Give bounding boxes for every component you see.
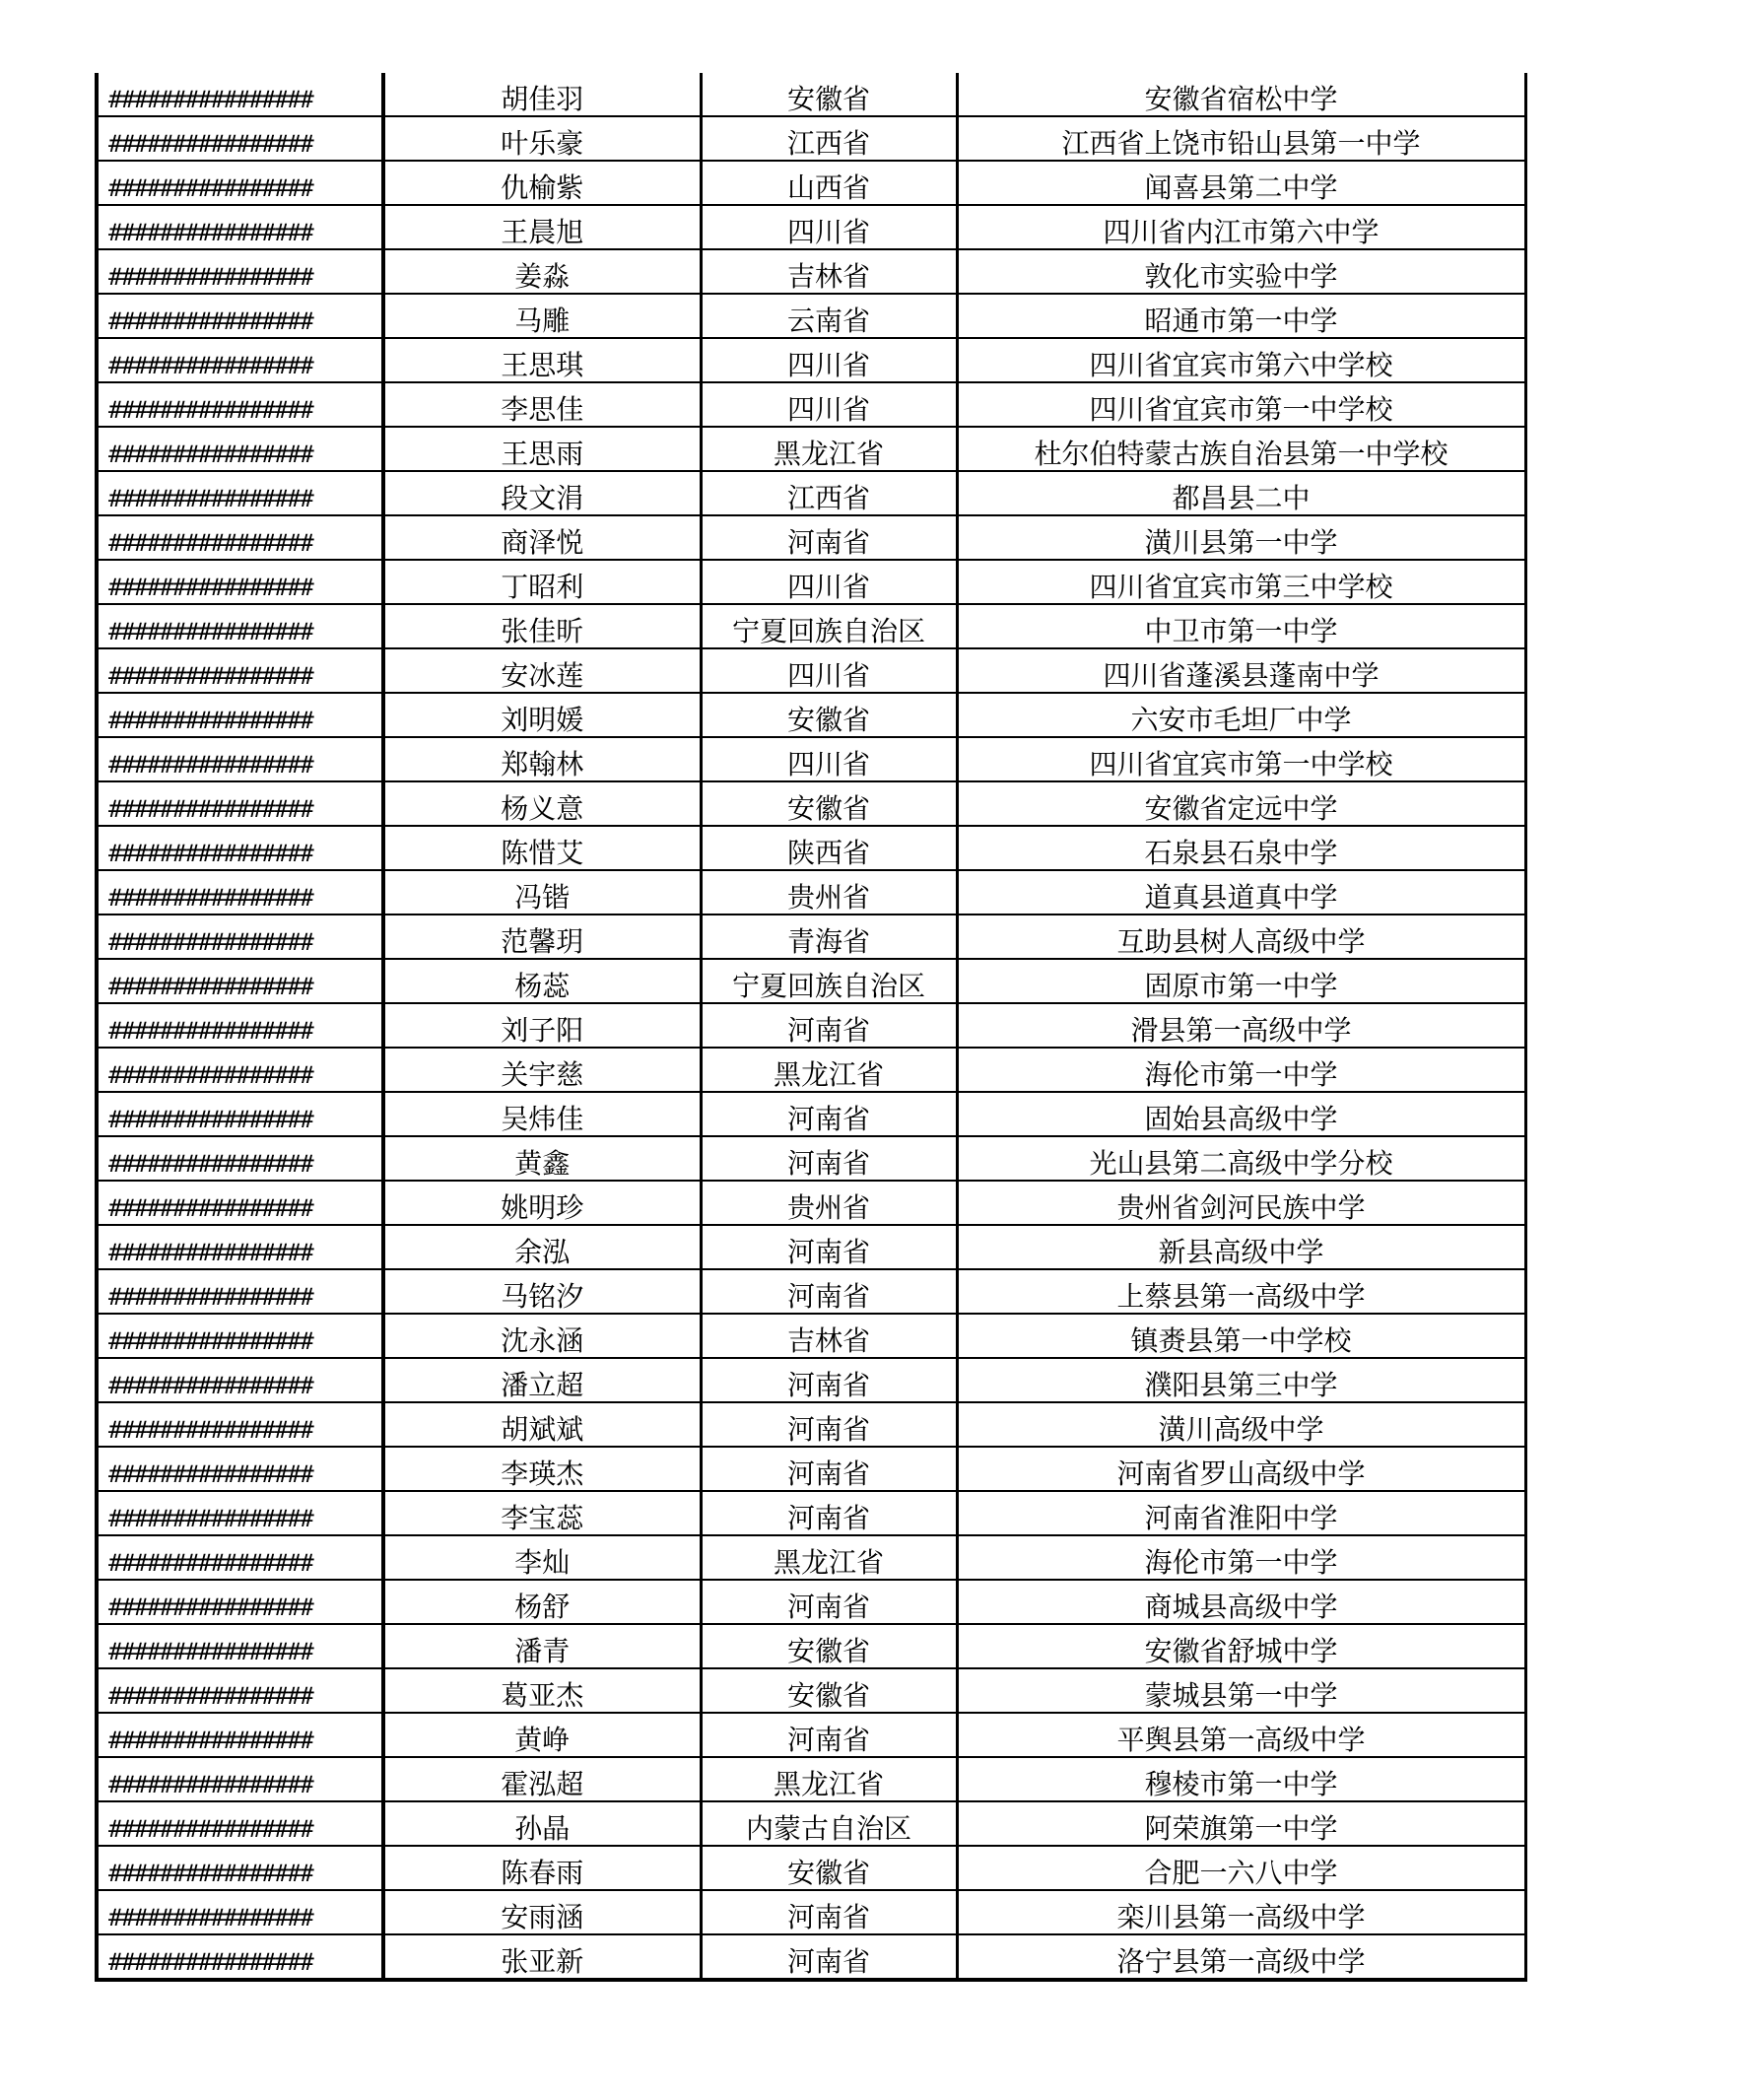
cell-province: 江西省 bbox=[701, 116, 957, 161]
cell-id: ################ bbox=[97, 1092, 383, 1136]
cell-name: 张佳昕 bbox=[383, 604, 701, 648]
cell-id: ################ bbox=[97, 161, 383, 205]
cell-id: ################ bbox=[97, 1225, 383, 1269]
cell-school: 四川省宜宾市第一中学校 bbox=[957, 382, 1525, 427]
cell-name: 刘子阳 bbox=[383, 1003, 701, 1048]
table-row bbox=[97, 205, 1525, 249]
table-row bbox=[97, 1491, 1525, 1535]
table-row bbox=[97, 73, 1525, 116]
cell-school: 濮阳县第三中学 bbox=[957, 1358, 1525, 1402]
table-row bbox=[97, 560, 1525, 604]
cell-name: 王晨旭 bbox=[383, 205, 701, 249]
cell-school: 潢川高级中学 bbox=[957, 1402, 1525, 1447]
cell-id: ################ bbox=[97, 1358, 383, 1402]
cell-id: ################ bbox=[97, 515, 383, 560]
cell-name: 孙晶 bbox=[383, 1801, 701, 1846]
cell-school: 穆棱市第一中学 bbox=[957, 1757, 1525, 1801]
cell-province: 河南省 bbox=[701, 1491, 957, 1535]
cell-province: 内蒙古自治区 bbox=[701, 1801, 957, 1846]
cell-province: 四川省 bbox=[701, 205, 957, 249]
cell-province: 吉林省 bbox=[701, 249, 957, 294]
table-row bbox=[97, 338, 1525, 382]
cell-province: 青海省 bbox=[701, 915, 957, 959]
cell-name: 余泓 bbox=[383, 1225, 701, 1269]
cell-school: 贵州省剑河民族中学 bbox=[957, 1181, 1525, 1225]
cell-name: 吴炜佳 bbox=[383, 1092, 701, 1136]
cell-school: 江西省上饶市铅山县第一中学 bbox=[957, 116, 1525, 161]
cell-school: 中卫市第一中学 bbox=[957, 604, 1525, 648]
table-row bbox=[97, 249, 1525, 294]
cell-id: ################ bbox=[97, 693, 383, 737]
cell-name: 李思佳 bbox=[383, 382, 701, 427]
cell-name: 段文涓 bbox=[383, 471, 701, 515]
cell-province: 宁夏回族自治区 bbox=[701, 604, 957, 648]
cell-province: 河南省 bbox=[701, 1225, 957, 1269]
cell-school: 海伦市第一中学 bbox=[957, 1048, 1525, 1092]
cell-name: 马雕 bbox=[383, 294, 701, 338]
cell-province: 安徽省 bbox=[701, 73, 957, 116]
cell-province: 四川省 bbox=[701, 737, 957, 781]
cell-name: 杨义意 bbox=[383, 781, 701, 826]
cell-name: 范馨玥 bbox=[383, 915, 701, 959]
cell-province: 安徽省 bbox=[701, 1846, 957, 1890]
table-row bbox=[97, 1092, 1525, 1136]
table-row bbox=[97, 870, 1525, 915]
cell-school: 安徽省定远中学 bbox=[957, 781, 1525, 826]
cell-school: 固原市第一中学 bbox=[957, 959, 1525, 1003]
cell-school: 四川省宜宾市第六中学校 bbox=[957, 338, 1525, 382]
cell-school: 海伦市第一中学 bbox=[957, 1535, 1525, 1580]
cell-id: ################ bbox=[97, 959, 383, 1003]
cell-school: 四川省蓬溪县蓬南中学 bbox=[957, 648, 1525, 693]
cell-id: ################ bbox=[97, 471, 383, 515]
cell-school: 四川省宜宾市第三中学校 bbox=[957, 560, 1525, 604]
cell-school: 六安市毛坦厂中学 bbox=[957, 693, 1525, 737]
table-row bbox=[97, 1314, 1525, 1358]
cell-name: 胡斌斌 bbox=[383, 1402, 701, 1447]
cell-province: 安徽省 bbox=[701, 1668, 957, 1713]
cell-name: 李瑛杰 bbox=[383, 1447, 701, 1491]
cell-school: 固始县高级中学 bbox=[957, 1092, 1525, 1136]
table-row bbox=[97, 915, 1525, 959]
cell-id: ################ bbox=[97, 1535, 383, 1580]
cell-id: ################ bbox=[97, 1757, 383, 1801]
table-row bbox=[97, 1181, 1525, 1225]
cell-province: 四川省 bbox=[701, 382, 957, 427]
table-row bbox=[97, 781, 1525, 826]
cell-id: ################ bbox=[97, 1668, 383, 1713]
table-row bbox=[97, 1358, 1525, 1402]
cell-province: 河南省 bbox=[701, 1269, 957, 1314]
table-row bbox=[97, 1624, 1525, 1668]
cell-province: 黑龙江省 bbox=[701, 1535, 957, 1580]
cell-name: 沈永涵 bbox=[383, 1314, 701, 1358]
cell-id: ################ bbox=[97, 560, 383, 604]
cell-id: ################ bbox=[97, 604, 383, 648]
cell-id: ################ bbox=[97, 1846, 383, 1890]
cell-province: 河南省 bbox=[701, 1358, 957, 1402]
cell-id: ################ bbox=[97, 338, 383, 382]
cell-name: 仇榆紫 bbox=[383, 161, 701, 205]
table-row bbox=[97, 1580, 1525, 1624]
table-row bbox=[97, 693, 1525, 737]
cell-school: 新县高级中学 bbox=[957, 1225, 1525, 1269]
table-row bbox=[97, 1048, 1525, 1092]
cell-province: 黑龙江省 bbox=[701, 1757, 957, 1801]
cell-province: 安徽省 bbox=[701, 1624, 957, 1668]
cell-province: 河南省 bbox=[701, 1580, 957, 1624]
cell-province: 四川省 bbox=[701, 560, 957, 604]
cell-province: 安徽省 bbox=[701, 781, 957, 826]
cell-id: ################ bbox=[97, 1624, 383, 1668]
cell-name: 商泽悦 bbox=[383, 515, 701, 560]
cell-id: ################ bbox=[97, 1048, 383, 1092]
table-row bbox=[97, 1890, 1525, 1934]
table-row bbox=[97, 737, 1525, 781]
table-row bbox=[97, 604, 1525, 648]
cell-school: 杜尔伯特蒙古族自治县第一中学校 bbox=[957, 427, 1525, 471]
table-row bbox=[97, 1801, 1525, 1846]
cell-province: 黑龙江省 bbox=[701, 427, 957, 471]
cell-id: ################ bbox=[97, 915, 383, 959]
table-row bbox=[97, 427, 1525, 471]
cell-name: 关宇慈 bbox=[383, 1048, 701, 1092]
table-row bbox=[97, 1757, 1525, 1801]
table-row bbox=[97, 1934, 1525, 1980]
cell-school: 河南省淮阳中学 bbox=[957, 1491, 1525, 1535]
cell-school: 四川省内江市第六中学 bbox=[957, 205, 1525, 249]
cell-id: ################ bbox=[97, 382, 383, 427]
cell-province: 江西省 bbox=[701, 471, 957, 515]
cell-province: 河南省 bbox=[701, 1447, 957, 1491]
cell-id: ################ bbox=[97, 870, 383, 915]
cell-province: 河南省 bbox=[701, 1003, 957, 1048]
cell-id: ################ bbox=[97, 1269, 383, 1314]
table-row bbox=[97, 1668, 1525, 1713]
cell-name: 姚明珍 bbox=[383, 1181, 701, 1225]
cell-province: 河南省 bbox=[701, 1890, 957, 1934]
cell-id: ################ bbox=[97, 1003, 383, 1048]
cell-school: 上蔡县第一高级中学 bbox=[957, 1269, 1525, 1314]
cell-id: ################ bbox=[97, 1890, 383, 1934]
cell-province: 安徽省 bbox=[701, 693, 957, 737]
cell-name: 李宝蕊 bbox=[383, 1491, 701, 1535]
cell-province: 河南省 bbox=[701, 1402, 957, 1447]
cell-id: ################ bbox=[97, 73, 383, 116]
cell-school: 合肥一六八中学 bbox=[957, 1846, 1525, 1890]
cell-id: ################ bbox=[97, 1402, 383, 1447]
cell-name: 胡佳羽 bbox=[383, 73, 701, 116]
cell-name: 霍泓超 bbox=[383, 1757, 701, 1801]
cell-name: 安冰莲 bbox=[383, 648, 701, 693]
table-row bbox=[97, 1713, 1525, 1757]
cell-name: 马铭汐 bbox=[383, 1269, 701, 1314]
cell-school: 都昌县二中 bbox=[957, 471, 1525, 515]
cell-school: 昭通市第一中学 bbox=[957, 294, 1525, 338]
table-row bbox=[97, 161, 1525, 205]
cell-id: ################ bbox=[97, 116, 383, 161]
cell-province: 陕西省 bbox=[701, 826, 957, 870]
cell-id: ################ bbox=[97, 1934, 383, 1980]
cell-name: 王思雨 bbox=[383, 427, 701, 471]
cell-school: 平舆县第一高级中学 bbox=[957, 1713, 1525, 1757]
cell-school: 互助县树人高级中学 bbox=[957, 915, 1525, 959]
cell-province: 吉林省 bbox=[701, 1314, 957, 1358]
cell-name: 潘立超 bbox=[383, 1358, 701, 1402]
cell-province: 河南省 bbox=[701, 515, 957, 560]
cell-province: 河南省 bbox=[701, 1713, 957, 1757]
data-table bbox=[95, 73, 1527, 1982]
cell-school: 安徽省舒城中学 bbox=[957, 1624, 1525, 1668]
cell-province: 河南省 bbox=[701, 1934, 957, 1980]
cell-name: 黄峥 bbox=[383, 1713, 701, 1757]
cell-school: 洛宁县第一高级中学 bbox=[957, 1934, 1525, 1980]
cell-name: 叶乐豪 bbox=[383, 116, 701, 161]
cell-province: 四川省 bbox=[701, 648, 957, 693]
cell-name: 张亚新 bbox=[383, 1934, 701, 1980]
cell-id: ################ bbox=[97, 781, 383, 826]
cell-name: 安雨涵 bbox=[383, 1890, 701, 1934]
cell-id: ################ bbox=[97, 205, 383, 249]
cell-name: 郑翰林 bbox=[383, 737, 701, 781]
cell-school: 滑县第一高级中学 bbox=[957, 1003, 1525, 1048]
cell-name: 杨舒 bbox=[383, 1580, 701, 1624]
table-row bbox=[97, 1402, 1525, 1447]
cell-province: 宁夏回族自治区 bbox=[701, 959, 957, 1003]
cell-school: 道真县道真中学 bbox=[957, 870, 1525, 915]
cell-province: 河南省 bbox=[701, 1092, 957, 1136]
cell-name: 陈春雨 bbox=[383, 1846, 701, 1890]
cell-name: 潘青 bbox=[383, 1624, 701, 1668]
cell-province: 云南省 bbox=[701, 294, 957, 338]
table-body bbox=[97, 73, 1525, 1980]
cell-id: ################ bbox=[97, 1314, 383, 1358]
table-row bbox=[97, 959, 1525, 1003]
cell-name: 冯锴 bbox=[383, 870, 701, 915]
cell-name: 刘明媛 bbox=[383, 693, 701, 737]
cell-id: ################ bbox=[97, 1801, 383, 1846]
cell-school: 镇赉县第一中学校 bbox=[957, 1314, 1525, 1358]
cell-id: ################ bbox=[97, 1447, 383, 1491]
table-row bbox=[97, 1269, 1525, 1314]
cell-id: ################ bbox=[97, 249, 383, 294]
cell-school: 河南省罗山高级中学 bbox=[957, 1447, 1525, 1491]
cell-province: 黑龙江省 bbox=[701, 1048, 957, 1092]
cell-school: 敦化市实验中学 bbox=[957, 249, 1525, 294]
cell-id: ################ bbox=[97, 1136, 383, 1181]
cell-school: 安徽省宿松中学 bbox=[957, 73, 1525, 116]
cell-name: 杨蕊 bbox=[383, 959, 701, 1003]
table-row bbox=[97, 1535, 1525, 1580]
cell-province: 四川省 bbox=[701, 338, 957, 382]
cell-school: 潢川县第一中学 bbox=[957, 515, 1525, 560]
table-row bbox=[97, 1225, 1525, 1269]
cell-name: 黄鑫 bbox=[383, 1136, 701, 1181]
table-row bbox=[97, 1136, 1525, 1181]
table-row bbox=[97, 382, 1525, 427]
cell-province: 贵州省 bbox=[701, 870, 957, 915]
cell-id: ################ bbox=[97, 826, 383, 870]
cell-id: ################ bbox=[97, 1181, 383, 1225]
cell-id: ################ bbox=[97, 1491, 383, 1535]
cell-id: ################ bbox=[97, 1580, 383, 1624]
table-row bbox=[97, 116, 1525, 161]
cell-id: ################ bbox=[97, 294, 383, 338]
table-row bbox=[97, 826, 1525, 870]
table-row bbox=[97, 471, 1525, 515]
cell-school: 商城县高级中学 bbox=[957, 1580, 1525, 1624]
cell-province: 贵州省 bbox=[701, 1181, 957, 1225]
cell-name: 丁昭利 bbox=[383, 560, 701, 604]
cell-name: 王思琪 bbox=[383, 338, 701, 382]
cell-name: 李灿 bbox=[383, 1535, 701, 1580]
cell-school: 四川省宜宾市第一中学校 bbox=[957, 737, 1525, 781]
table-row bbox=[97, 294, 1525, 338]
cell-id: ################ bbox=[97, 1713, 383, 1757]
cell-school: 石泉县石泉中学 bbox=[957, 826, 1525, 870]
cell-name: 姜淼 bbox=[383, 249, 701, 294]
cell-name: 葛亚杰 bbox=[383, 1668, 701, 1713]
cell-school: 栾川县第一高级中学 bbox=[957, 1890, 1525, 1934]
cell-school: 光山县第二高级中学分校 bbox=[957, 1136, 1525, 1181]
cell-id: ################ bbox=[97, 737, 383, 781]
table-row bbox=[97, 1447, 1525, 1491]
cell-name: 陈惜艾 bbox=[383, 826, 701, 870]
table-row bbox=[97, 648, 1525, 693]
table-row bbox=[97, 1846, 1525, 1890]
cell-province: 河南省 bbox=[701, 1136, 957, 1181]
cell-id: ################ bbox=[97, 648, 383, 693]
cell-school: 阿荣旗第一中学 bbox=[957, 1801, 1525, 1846]
cell-school: 闻喜县第二中学 bbox=[957, 161, 1525, 205]
cell-id: ################ bbox=[97, 427, 383, 471]
cell-province: 山西省 bbox=[701, 161, 957, 205]
table-row bbox=[97, 1003, 1525, 1048]
cell-school: 蒙城县第一中学 bbox=[957, 1668, 1525, 1713]
table-row bbox=[97, 515, 1525, 560]
